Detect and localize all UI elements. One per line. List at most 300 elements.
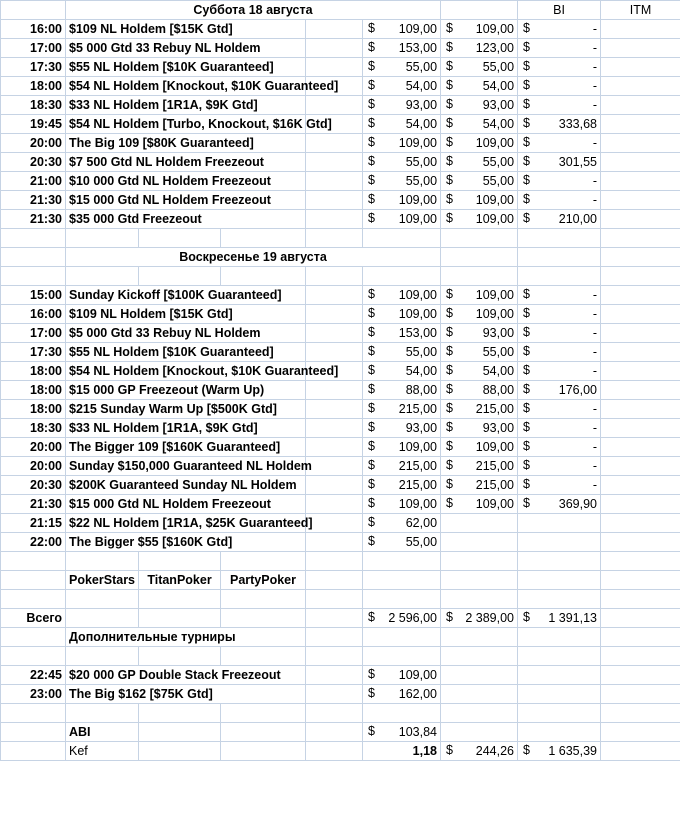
empty-cell [601,704,680,723]
amount-value: - [592,306,598,321]
empty-cell [601,457,680,476]
empty-cell [306,590,363,609]
currency-symbol: $ [523,363,530,377]
tournament-name: $55 NL Holdem [$10K Guaranteed] [66,58,306,77]
amount-value: 55,00 [405,154,438,169]
currency-symbol: $ [368,458,375,472]
empty-cell [221,590,306,609]
currency-symbol: $ [523,496,530,510]
empty-cell [306,628,363,647]
amount-value: 88,00 [482,382,515,397]
empty-cell [306,742,363,761]
amount-value: 215,00 [398,458,438,473]
tournament-row [1,58,680,77]
amount-value: 109,00 [398,287,438,302]
empty-cell [601,324,680,343]
tournament-bi [441,381,518,400]
empty-cell [306,495,363,514]
empty-cell [306,704,363,723]
tournament-itm [518,495,601,514]
empty-cell [441,1,518,20]
tournament-cost [363,381,441,400]
empty-cell [518,552,601,571]
column-header-row [1,1,680,20]
empty-cell [601,628,680,647]
tournament-name: $5 000 Gtd 33 Rebuy NL Holdem [66,324,306,343]
currency-symbol: $ [368,534,375,548]
amount-value: 123,00 [475,40,515,55]
tournament-itm [518,210,601,229]
amount-value: 153,00 [398,325,438,340]
tournament-bi [441,533,518,552]
tournament-time: 21:00 [1,172,66,191]
tournament-row [1,362,680,381]
tournament-itm [518,153,601,172]
empty-cell [601,229,680,248]
tournament-itm [518,39,601,58]
currency-symbol: $ [446,439,453,453]
tournament-time: 21:30 [1,210,66,229]
tournament-bi [441,324,518,343]
tournament-row [1,134,680,153]
tournament-time: 22:45 [1,666,66,685]
tournament-row [1,514,680,533]
amount-value: - [592,439,598,454]
tournament-time: 15:00 [1,286,66,305]
amount-value: 93,00 [482,97,515,112]
tournament-time: 17:30 [1,343,66,362]
empty-cell [601,134,680,153]
empty-cell [601,172,680,191]
amount-value: 109,00 [475,496,515,511]
tournament-cost [363,115,441,134]
currency-symbol: $ [523,401,530,415]
empty-cell [221,723,306,742]
tournament-bi [441,438,518,457]
tournament-itm [518,514,601,533]
tournament-itm [518,533,601,552]
empty-cell [601,533,680,552]
spacer-row [1,552,680,571]
currency-symbol: $ [368,192,375,206]
tournament-time: 18:30 [1,96,66,115]
tournament-itm [518,457,601,476]
tournament-time: 20:30 [1,476,66,495]
tournament-cost [363,419,441,438]
tournament-cost [363,191,441,210]
empty-cell [363,590,441,609]
tournament-time: 17:00 [1,39,66,58]
empty-cell [518,248,601,267]
empty-cell [306,438,363,457]
currency-symbol: $ [368,59,375,73]
section-title: Суббота 18 августа [66,1,441,20]
tournament-cost [363,400,441,419]
currency-symbol: $ [523,211,530,225]
amount-value: 369,90 [558,496,598,511]
amount-value: 109,00 [475,287,515,302]
amount-value: 103,84 [398,724,438,739]
empty-cell [518,590,601,609]
totals-cost [363,609,441,628]
abi-row [1,723,680,742]
currency-symbol: $ [368,306,375,320]
currency-symbol: $ [446,610,453,624]
empty-cell [601,476,680,495]
empty-cell [601,571,680,590]
tournament-cost [363,362,441,381]
amount-value: - [592,40,598,55]
currency-symbol: $ [446,211,453,225]
currency-symbol: $ [368,40,375,54]
spacer-row [1,229,680,248]
currency-symbol: $ [523,382,530,396]
amount-value: 109,00 [475,192,515,207]
empty-cell [221,609,306,628]
currency-symbol: $ [446,458,453,472]
spacer-row [1,647,680,666]
kef-label: Kef [66,742,139,761]
tournament-itm [518,58,601,77]
tournament-cost [363,514,441,533]
currency-symbol: $ [368,344,375,358]
amount-value: 1,18 [412,743,438,758]
empty-cell [221,647,306,666]
tournament-time: 22:00 [1,533,66,552]
empty-cell [601,248,680,267]
amount-value: 55,00 [482,154,515,169]
amount-value: 109,00 [475,21,515,36]
extra-title-row [1,628,680,647]
currency-symbol: $ [446,135,453,149]
currency-symbol: $ [523,97,530,111]
tournament-itm [518,172,601,191]
tournament-row [1,495,680,514]
tournament-bi [441,666,518,685]
amount-value: 215,00 [398,477,438,492]
empty-cell [601,552,680,571]
empty-cell [601,609,680,628]
tournament-cost [363,134,441,153]
currency-symbol: $ [523,439,530,453]
amount-value: 215,00 [475,477,515,492]
amount-value: 55,00 [405,59,438,74]
empty-cell [306,476,363,495]
amount-value: 54,00 [482,116,515,131]
empty-cell [601,742,680,761]
empty-cell [601,381,680,400]
currency-symbol: $ [368,154,375,168]
tournament-row [1,400,680,419]
tournament-time: 19:45 [1,115,66,134]
tournament-cost [363,476,441,495]
empty-cell [306,685,363,704]
empty-cell [1,229,66,248]
totals-bi [441,609,518,628]
empty-cell [1,248,66,267]
tournament-time: 21:30 [1,191,66,210]
empty-cell [221,704,306,723]
empty-cell [1,704,66,723]
tournament-itm [518,286,601,305]
currency-symbol: $ [523,59,530,73]
empty-cell [601,666,680,685]
amount-value: - [592,420,598,435]
kef-itm [518,742,601,761]
tournament-name: Sunday Kickoff [$100K Guaranteed] [66,286,306,305]
amount-value: - [592,287,598,302]
empty-cell [601,400,680,419]
empty-cell [221,267,306,286]
amount-value: 1 391,13 [548,610,598,625]
tournament-cost [363,305,441,324]
tournament-name: The Big 109 [$80K Guaranteed] [66,134,306,153]
amount-value: 244,26 [475,743,515,758]
empty-cell [306,229,363,248]
currency-symbol: $ [446,477,453,491]
tournament-cost [363,495,441,514]
amount-value: - [592,59,598,74]
currency-symbol: $ [446,40,453,54]
tournament-row [1,381,680,400]
tournament-bi [441,362,518,381]
empty-cell [306,400,363,419]
extra-section-title: Дополнительные турниры [66,628,306,647]
tournament-name: $54 NL Holdem [Turbo, Knockout, $16K Gtd] [66,115,306,134]
tournament-name: The Bigger 109 [$160K Guaranteed] [66,438,306,457]
legend-row [1,571,680,590]
empty-cell [306,134,363,153]
tournament-row [1,210,680,229]
empty-cell [306,457,363,476]
empty-cell [518,704,601,723]
empty-cell [306,666,363,685]
empty-cell [601,153,680,172]
amount-value: 2 389,00 [465,610,515,625]
tournament-cost [363,210,441,229]
tournament-cost [363,533,441,552]
tournament-row [1,685,680,704]
tournament-bi [441,514,518,533]
abi-value [363,723,441,742]
column-header-bi: BI [518,1,601,20]
empty-cell [363,552,441,571]
currency-symbol: $ [368,477,375,491]
tournament-name: $35 000 Gtd Freezeout [66,210,306,229]
amount-value: 109,00 [398,21,438,36]
tournament-cost [363,343,441,362]
tournament-bi [441,172,518,191]
amount-value: 93,00 [482,420,515,435]
currency-symbol: $ [523,420,530,434]
currency-symbol: $ [446,325,453,339]
amount-value: - [592,401,598,416]
tournament-time: 20:00 [1,438,66,457]
amount-value: 215,00 [475,401,515,416]
empty-cell [441,590,518,609]
empty-cell [601,647,680,666]
empty-cell [1,647,66,666]
currency-symbol: $ [446,382,453,396]
currency-symbol: $ [368,667,375,681]
currency-symbol: $ [446,743,453,757]
tournament-cost [363,58,441,77]
currency-symbol: $ [523,21,530,35]
empty-cell [363,647,441,666]
tournament-bi [441,400,518,419]
amount-value: - [592,363,598,378]
amount-value: 215,00 [475,458,515,473]
empty-cell [139,552,221,571]
tournament-itm [518,476,601,495]
tournament-name: The Bigger $55 [$160K Gtd] [66,533,306,552]
empty-cell [518,647,601,666]
currency-symbol: $ [523,40,530,54]
currency-symbol: $ [368,686,375,700]
empty-cell [66,267,139,286]
empty-cell [601,58,680,77]
empty-cell [601,77,680,96]
tournament-row [1,153,680,172]
amount-value: 215,00 [398,401,438,416]
tournament-name: $20 000 GP Double Stack Freezeout [66,666,306,685]
tournament-bi [441,305,518,324]
tournament-time: 16:00 [1,305,66,324]
tournament-itm [518,96,601,115]
amount-value: - [592,135,598,150]
currency-symbol: $ [368,325,375,339]
currency-symbol: $ [446,116,453,130]
currency-symbol: $ [446,173,453,187]
currency-symbol: $ [446,363,453,377]
tournament-time: 23:00 [1,685,66,704]
empty-cell [306,533,363,552]
tournament-itm [518,115,601,134]
empty-cell [66,229,139,248]
empty-cell [306,571,363,590]
tournament-name: Sunday $150,000 Guaranteed NL Holdem [66,457,306,476]
currency-symbol: $ [523,325,530,339]
section-title-row [1,248,680,267]
currency-symbol: $ [446,420,453,434]
amount-value: 54,00 [482,78,515,93]
tournament-name: $5 000 Gtd 33 Rebuy NL Holdem [66,39,306,58]
currency-symbol: $ [523,173,530,187]
empty-cell [518,628,601,647]
currency-symbol: $ [523,78,530,92]
currency-symbol: $ [446,59,453,73]
currency-symbol: $ [523,135,530,149]
empty-cell [601,590,680,609]
tournament-time: 18:30 [1,419,66,438]
tournament-row [1,115,680,134]
tournament-bi [441,210,518,229]
empty-cell [601,286,680,305]
currency-symbol: $ [446,21,453,35]
tournament-cost [363,96,441,115]
empty-cell [221,742,306,761]
tournament-itm [518,362,601,381]
empty-cell [1,742,66,761]
tournament-itm [518,438,601,457]
empty-cell [363,571,441,590]
legend-item-partypoker: PartyPoker [221,571,306,590]
tournament-time: 18:00 [1,77,66,96]
empty-cell [306,96,363,115]
empty-cell [139,723,221,742]
empty-cell [601,20,680,39]
amount-value: - [592,97,598,112]
amount-value: - [592,458,598,473]
amount-value: 333,68 [558,116,598,131]
tournament-bi [441,286,518,305]
empty-cell [363,628,441,647]
empty-cell [601,419,680,438]
empty-cell [601,210,680,229]
amount-value: 1 635,39 [548,743,598,758]
empty-cell [441,229,518,248]
empty-cell [441,704,518,723]
tournament-cost [363,666,441,685]
totals-itm [518,609,601,628]
amount-value: 176,00 [558,382,598,397]
tournament-name: $10 000 Gtd NL Holdem Freezeout [66,172,306,191]
empty-cell [66,609,139,628]
empty-cell [139,742,221,761]
amount-value: 109,00 [475,306,515,321]
empty-cell [306,324,363,343]
tournament-bi [441,495,518,514]
tournament-bi [441,191,518,210]
totals-row [1,609,680,628]
kef-value [363,742,441,761]
amount-value: 54,00 [405,363,438,378]
tournament-itm [518,685,601,704]
empty-cell [363,704,441,723]
tournament-bi [441,419,518,438]
tournament-cost [363,324,441,343]
currency-symbol: $ [523,306,530,320]
empty-cell [306,552,363,571]
tournament-bi [441,20,518,39]
tournament-time: 16:00 [1,20,66,39]
empty-cell [601,115,680,134]
empty-cell [1,1,66,20]
empty-cell [306,153,363,172]
totals-label: Всего [1,609,66,628]
tournament-time: 17:30 [1,58,66,77]
tournament-cost [363,77,441,96]
currency-symbol: $ [523,287,530,301]
spacer-row [1,704,680,723]
tournament-itm [518,134,601,153]
empty-cell [518,723,601,742]
tournament-itm [518,305,601,324]
tournament-row [1,77,680,96]
currency-symbol: $ [368,515,375,529]
empty-cell [363,229,441,248]
empty-cell [139,647,221,666]
tournament-cost [363,39,441,58]
empty-cell [66,647,139,666]
empty-cell [306,647,363,666]
amount-value: 55,00 [482,59,515,74]
tournament-time: 18:00 [1,400,66,419]
currency-symbol: $ [523,743,530,757]
tournament-row [1,172,680,191]
amount-value: 55,00 [405,173,438,188]
currency-symbol: $ [368,97,375,111]
